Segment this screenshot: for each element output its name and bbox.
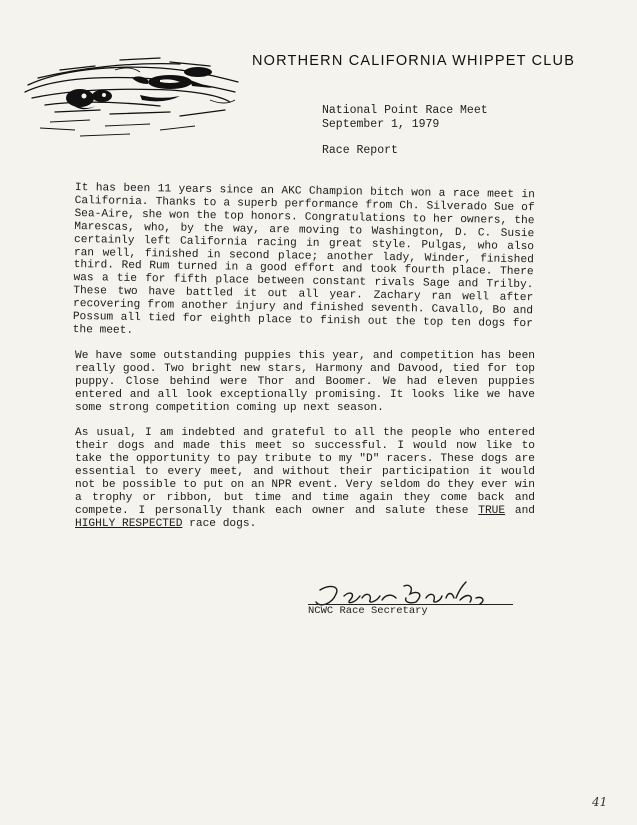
report-label: Race Report	[322, 144, 398, 157]
paragraph-tribute	[75, 427, 535, 530]
underlined-true: TRUE	[478, 504, 506, 517]
signer-title: NCWC Race Secretary	[308, 605, 428, 617]
tribute-end: race dogs.	[189, 517, 257, 530]
meet-title: National Point Race Meet	[322, 104, 488, 117]
report-body	[72, 182, 536, 544]
meet-info	[322, 104, 488, 132]
tribute-text: As usual, I am indebted and grateful to all the people who entered their dogs and made this meet so successful. I would now like to take the opportunity to pay tribute to my "D" racers. These dogs are essential to every meet, and without their participation it would not be possible to put on an NPR event. Very seldom do they ever win a trophy or ribbon, but time and time again they come back and compete. I personally thank each owner and salute these	[75, 427, 535, 517]
club-name-heading: NORTHERN CALIFORNIA WHIPPET CLUB	[252, 53, 576, 69]
meet-date: September 1, 1979	[322, 118, 440, 131]
whippet-dogs-logo-icon	[20, 40, 245, 150]
tribute-and: and	[514, 504, 536, 517]
paragraph-results: It has been 11 years since an AKC Champion bitch won a race meet in California. Thanks to a superb performance from Ch. Silverado Sue of Sea-Aire, she won the top honors. Congratulations to her owners, the Marescas, who, by the way, are moving to Washington, D. C. Susie certainly left California racing in great style. Pulgas, who also ran well, finished in second place; another lady, Winder, finished third. Red Rum turned in a good effort and took fourth place. There was a tie for fifth place between constant rivals Sage and Trilby. These two have battled it out all year. Zachary ran well after recovering from another injury and finished seventh. Cavallo, Bo and Possum all tied for eighth place to finish out the top ten dogs for the meet.	[72, 182, 535, 337]
paragraph-puppies: We have some outstanding puppies this year, and competition has been really good. Two bright new stars, Harmony and Davood, tied for top puppy. Close behind were Thor and Boomer. We had eleven puppies entered and all look exceptionally promising. It looks like we have some strong competition coming up next season.	[75, 349, 535, 414]
underlined-highly-respected: HIGHLY RESPECTED	[75, 517, 183, 530]
page-number: 41	[592, 795, 608, 809]
